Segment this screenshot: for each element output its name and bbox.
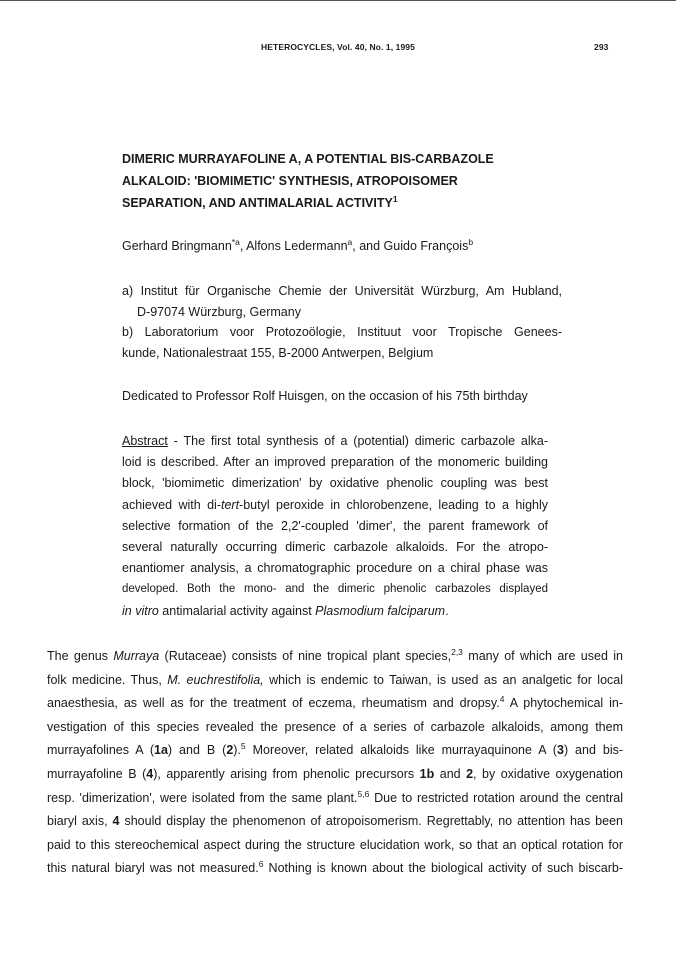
abstract	[122, 431, 548, 622]
page-number: 293	[594, 42, 609, 52]
abstract-italic: Plasmodium falciparum	[315, 603, 446, 618]
compound-number: 1a	[154, 743, 168, 758]
reference-mark: 2,3	[451, 647, 463, 657]
author-name: Gerhard Bringmann	[122, 239, 232, 253]
body-span: ) and bis-	[563, 743, 624, 758]
abstract-line: loid is described. After an improved preparation of the monomeric building	[122, 455, 548, 470]
body-span: and	[434, 766, 467, 781]
compound-number: 3	[556, 743, 564, 758]
title-line	[122, 192, 582, 214]
body-line	[47, 669, 623, 693]
body-span: resp. 'dimerization', were isolated from the same plant.	[47, 790, 358, 805]
abstract-italic: in vitro	[122, 603, 159, 618]
affiliation-a-line2: D-97074 Würzburg, Germany	[137, 305, 301, 319]
body-span: Due to restricted rotation around the central	[369, 790, 623, 805]
abstract-text: .	[445, 603, 449, 618]
affiliation-b-line2: kunde, Nationalestraat 155, B-2000 Antwerpen, Belgium	[122, 346, 434, 360]
body-span: murrayafolines A (	[47, 743, 155, 758]
compound-number: 2	[226, 743, 234, 758]
body-span: which is endemic to Taiwan, is used as an analgetic for local	[263, 672, 624, 687]
reference-mark: 5	[240, 741, 246, 752]
body-span: anaesthesia, as well as for the treatment of eczema, rheumatism and dropsy.	[47, 696, 500, 711]
abstract-line: several naturally occurring dimeric carbazole alkaloids. For the atropo-	[122, 540, 548, 555]
title-line: ALKALOID: 'BIOMIMETIC' SYNTHESIS, ATROPOISOMER	[122, 174, 458, 188]
body-line: vestigation of this species revealed the presence of a series of carbazole alkaloids, among them	[47, 719, 623, 734]
body-line	[47, 763, 623, 787]
reference-mark: 5,6	[357, 788, 370, 799]
body-span: should display the phenomenon of atropoisomerism. Regrettably, no attention has been	[119, 814, 623, 829]
author-name: , and Guido François	[352, 239, 469, 253]
abstract-text: - The first total synthesis of a (potential) dimeric carbazole alka-	[167, 434, 548, 448]
body-span: , by oxidative oxygenation	[473, 766, 623, 781]
body-line	[47, 739, 623, 763]
body-line: paid to this stereochemical aspect during the structure elucidation work, so that an optical rotation for	[47, 837, 623, 852]
body-line	[47, 787, 623, 811]
body-line	[47, 692, 623, 716]
body-line	[47, 645, 623, 669]
title-line-text: SEPARATION, AND ANTIMALARIAL ACTIVITY	[122, 196, 393, 210]
compound-number: 4	[112, 814, 120, 829]
body-span: ).	[233, 743, 241, 758]
author-affil-mark: a	[347, 237, 353, 247]
title-line: DIMERIC MURRAYAFOLINE A, A POTENTIAL BIS-CARBAZOLE	[122, 152, 494, 166]
paper-title	[122, 148, 582, 214]
abstract-italic: tert	[220, 497, 240, 512]
reference-mark: 6	[258, 859, 264, 870]
body-span: folk medicine. Thus,	[47, 672, 168, 687]
abstract-line	[122, 431, 548, 452]
body-italic: Murraya	[113, 649, 160, 663]
body-italic: M. euchrestifolia,	[167, 672, 264, 687]
running-header: HETEROCYCLES, Vol. 40, No. 1, 1995	[261, 42, 415, 52]
reference-mark: 4	[499, 694, 505, 705]
abstract-line: developed. Both the mono- and the dimeric phenolic carbazoles displayed	[122, 583, 548, 596]
abstract-line	[122, 495, 548, 516]
body-span: ) and B (	[167, 743, 227, 758]
compound-number: 2	[466, 766, 474, 781]
body-text	[47, 645, 623, 881]
title-footnote-ref: 1	[392, 194, 398, 204]
affiliation-b-line1: b) Laboratorium voor Protozoölogie, Instituut voor Tropische Genees-	[122, 325, 562, 339]
author-affil-mark: b	[468, 237, 474, 247]
author-list	[122, 239, 473, 253]
body-span: biaryl axis,	[47, 814, 113, 829]
body-span: this natural biaryl was not measured.	[47, 861, 259, 876]
body-span: ), apparently arising from phenolic precursors	[153, 766, 420, 781]
abstract-line	[122, 601, 548, 622]
dedication: Dedicated to Professor Rolf Huisgen, on the occasion of his 75th birthday	[122, 389, 528, 403]
body-span: Nothing is known about the biological activity of such biscarb-	[263, 861, 623, 876]
compound-number: 1b	[419, 766, 435, 781]
abstract-text: achieved with di-	[122, 497, 221, 512]
abstract-line: selective formation of the 2,2'-coupled 'dimer', the parent framework of	[122, 518, 548, 533]
author-affil-mark: *a	[231, 237, 240, 247]
body-span: (Rutaceae) consists of nine tropical plant species,	[159, 649, 452, 663]
body-span: many of which are used in	[462, 649, 623, 663]
compound-number: 4	[146, 766, 154, 781]
abstract-line: enantiomer analysis, a chromatographic procedure on a chiral phase was	[122, 561, 548, 576]
abstract-text: -butyl peroxide in chlorobenzene, leading to a highly	[239, 497, 548, 512]
body-span: murrayafoline B (	[47, 766, 147, 781]
body-span: Moreover, related alkaloids like murrayaquinone A (	[245, 743, 557, 758]
body-span: The genus	[47, 649, 114, 663]
body-span: A phytochemical in-	[504, 696, 623, 711]
affiliation-a-line1: a) Institut für Organische Chemie der Universität Würzburg, Am Hubland,	[122, 284, 562, 298]
body-line	[47, 810, 623, 834]
top-rule	[0, 0, 676, 1]
abstract-text: antimalarial activity against	[158, 603, 316, 618]
abstract-label: Abstract	[122, 434, 168, 448]
body-line	[47, 857, 623, 881]
author-name: , Alfons Ledermann	[239, 239, 348, 253]
abstract-line: block, 'biomimetic dimerization' by oxidative phenolic coupling was best	[122, 476, 548, 491]
